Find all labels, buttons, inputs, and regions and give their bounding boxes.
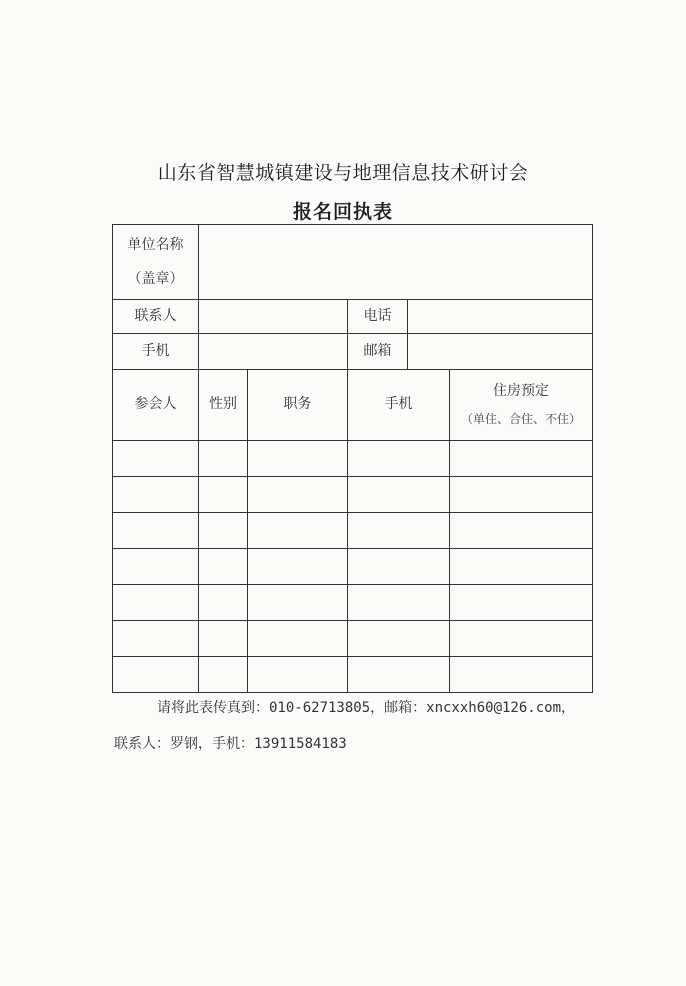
phone-field[interactable] [408, 300, 593, 334]
position-header: 职务 [248, 370, 348, 441]
mobile-cell[interactable] [348, 549, 450, 585]
housing-cell[interactable] [450, 549, 593, 585]
mobile-cell[interactable] [348, 441, 450, 477]
housing-cell[interactable] [450, 585, 593, 621]
submission-instructions: 请将此表传真到：010-62713805，邮箱：xncxxh60@126.com， [157, 700, 576, 716]
org-label-line2: （盖章） [127, 271, 184, 287]
email-label: 邮箱 [348, 334, 408, 370]
org-field[interactable] [199, 225, 593, 300]
attendee-cell[interactable] [113, 441, 199, 477]
position-cell[interactable] [248, 549, 348, 585]
mobile-label: 手机 [113, 334, 199, 370]
gender-cell[interactable] [199, 621, 248, 657]
gender-cell[interactable] [199, 657, 248, 693]
mobile-cell[interactable] [348, 657, 450, 693]
gender-cell[interactable] [199, 585, 248, 621]
contact-field[interactable] [199, 300, 348, 334]
position-cell[interactable] [248, 441, 348, 477]
attendee-cell[interactable] [113, 477, 199, 513]
attendee-row [113, 549, 593, 585]
document-title: 山东省智慧城镇建设与地理信息技术研讨会 [157, 162, 529, 184]
org-label-line1: 单位名称 [127, 237, 184, 253]
document-subtitle: 报名回执表 [292, 201, 393, 223]
mobile-field[interactable] [199, 334, 348, 370]
phone-label: 电话 [348, 300, 408, 334]
gender-header: 性别 [199, 370, 248, 441]
position-cell[interactable] [248, 585, 348, 621]
org-label [113, 225, 199, 300]
housing-cell[interactable] [450, 513, 593, 549]
gender-cell[interactable] [199, 441, 248, 477]
email-field[interactable] [408, 334, 593, 370]
mobile-cell[interactable] [348, 477, 450, 513]
contact-info: 联系人：罗钢，手机：13911584183 [114, 736, 347, 752]
housing-cell[interactable] [450, 621, 593, 657]
contact-label: 联系人 [113, 300, 199, 334]
mobile-header: 手机 [348, 370, 450, 441]
housing-cell[interactable] [450, 441, 593, 477]
housing-cell[interactable] [450, 657, 593, 693]
gender-cell[interactable] [199, 477, 248, 513]
housing-header [450, 370, 593, 441]
position-cell[interactable] [248, 657, 348, 693]
attendee-row [113, 477, 593, 513]
mobile-cell[interactable] [348, 585, 450, 621]
attendee-cell[interactable] [113, 621, 199, 657]
attendee-header: 参会人 [113, 370, 199, 441]
attendee-row [113, 441, 593, 477]
gender-cell[interactable] [199, 513, 248, 549]
contact-row [113, 300, 593, 334]
position-cell[interactable] [248, 513, 348, 549]
attendee-row [113, 657, 593, 693]
attendee-cell[interactable] [113, 549, 199, 585]
attendee-row [113, 621, 593, 657]
org-row [113, 225, 593, 300]
position-cell[interactable] [248, 477, 348, 513]
mobile-cell[interactable] [348, 513, 450, 549]
housing-header-label: 住房预定 [493, 382, 550, 399]
gender-cell[interactable] [199, 549, 248, 585]
mobile-email-row [113, 334, 593, 370]
attendee-cell[interactable] [113, 585, 199, 621]
housing-header-note: （单住、合住、不住） [461, 412, 582, 427]
attendee-cell[interactable] [113, 513, 199, 549]
attendee-row [113, 513, 593, 549]
registration-form-table [112, 224, 593, 693]
position-cell[interactable] [248, 621, 348, 657]
mobile-cell[interactable] [348, 621, 450, 657]
attendee-row [113, 585, 593, 621]
attendee-cell[interactable] [113, 657, 199, 693]
attendee-header-row [113, 370, 593, 441]
housing-cell[interactable] [450, 477, 593, 513]
